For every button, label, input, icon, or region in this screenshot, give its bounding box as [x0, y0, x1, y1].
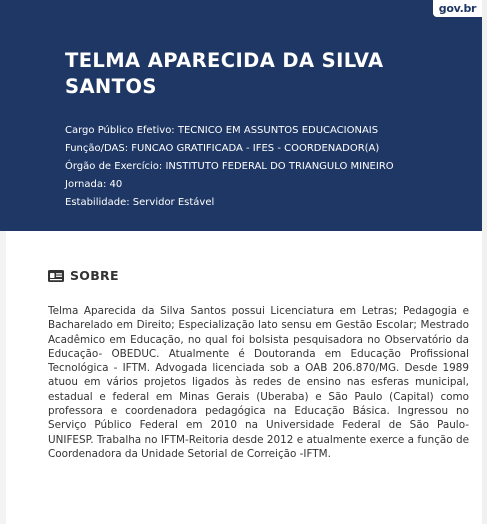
info-funcao: Função/DAS: FUNCAO GRATIFICADA - IFES - COORDENADOR(A) [65, 143, 380, 154]
profile-name: TELMA APARECIDA DA SILVA SANTOS [65, 49, 384, 98]
about-text: Telma Aparecida da Silva Santos possui Licenciatura em Letras; Pedagogia e Bacharelado em Direito; Especialização lato sensu em Gestão Escolar; Mestrado Acadêmico em Educação, no qual foi bolsista pesquisadora no Observatório da Educação- OBEDUC. Atualmente é Doutoranda em Educação Profissional Tecnológica - IFTM. Advogada licenciada sob a OAB 206.870/MG. Desde 1989 atuou em vários projetos ligados às redes de ensino nas esferas municipal, estadual e federal em Minas Gerais (Uberaba) e São Paulo (Capital) como professora e coordenadora pedagógica na Educação Básica. Ingressou no Serviço Público Federal em 2010 na Universidade Federal de São Paulo- UNIFESP. Trabalha no IFTM-Reitoria desde 2012 e atualmente exerce a função de Coordenadora da Unidade Setorial de Correição -IFTM. [48, 305, 469, 460]
left-margin [0, 231, 6, 524]
right-margin [482, 0, 487, 524]
info-estabilidade: Estabilidade: Servidor Estável [65, 197, 215, 208]
profile-header [0, 0, 482, 231]
govbr-logo[interactable]: gov.br [433, 0, 482, 17]
info-cargo: Cargo Público Efetivo: TECNICO EM ASSUNTOS EDUCACIONAIS [65, 125, 379, 136]
info-orgao: Órgão de Exercício: INSTITUTO FEDERAL DO TRIANGULO MINEIRO [65, 161, 394, 172]
about-heading [48, 268, 119, 283]
id-card-icon [48, 270, 64, 282]
profile-info [65, 122, 394, 212]
about-title: SOBRE [70, 268, 119, 283]
info-jornada: Jornada: 40 [65, 179, 123, 190]
